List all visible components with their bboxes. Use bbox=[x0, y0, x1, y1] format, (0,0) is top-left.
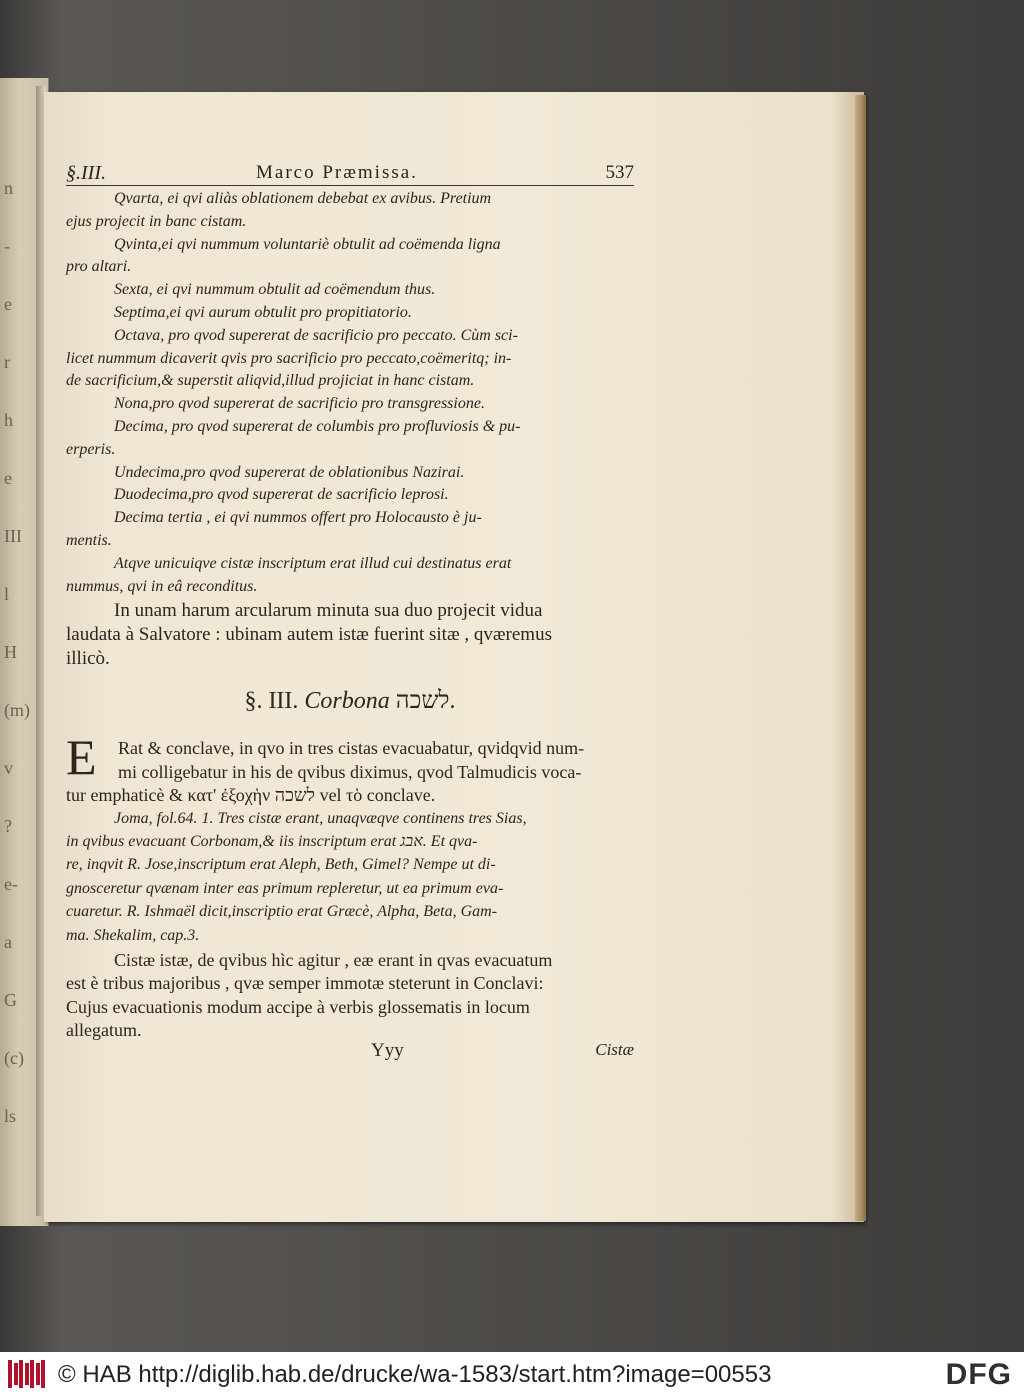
text-line: Duodecima,pro qvod supererat de sacrificio leprosi. bbox=[114, 486, 449, 504]
text-line: Undecima,pro qvod supererat de oblationibus Nazirai. bbox=[114, 463, 465, 481]
prev-page-fragment: - bbox=[4, 236, 10, 256]
text-line: est è tribus majoribus , qvæ semper immotæ steterunt in Conclavi: bbox=[66, 973, 544, 993]
text-line: Cujus evacuationis modum accipe à verbis glossematis in locum bbox=[66, 997, 530, 1017]
credit-link[interactable]: © HAB http://diglib.hab.de/drucke/wa-1583/start.htm?image=00553 bbox=[58, 1361, 772, 1388]
running-head bbox=[66, 160, 634, 188]
hab-logo-bar bbox=[14, 1363, 18, 1385]
prev-page-fragment: (m) bbox=[4, 700, 30, 720]
text-line: ejus projecit in banc cistam. bbox=[66, 212, 247, 230]
text-line: Qvinta,ei qvi nummum voluntariè obtulit ad coëmenda ligna bbox=[114, 235, 501, 253]
prev-page-fragment: v bbox=[4, 758, 13, 778]
prev-page-fragment: h bbox=[4, 410, 13, 430]
hab-logo-bar bbox=[19, 1360, 23, 1388]
prev-page-fragment: ? bbox=[4, 816, 12, 836]
prev-page-fragment: G bbox=[4, 990, 17, 1010]
text-line: In unam harum arcularum minuta sua duo projecit vidua bbox=[114, 600, 543, 621]
prev-page-fragment: e bbox=[4, 468, 12, 488]
running-head-title: Marco Præmissa. bbox=[256, 162, 418, 183]
hab-logo-icon bbox=[8, 1360, 46, 1388]
hab-logo-bar bbox=[8, 1360, 12, 1388]
prev-page-fragment: n bbox=[4, 178, 13, 198]
prev-page-fragment: r bbox=[4, 352, 10, 372]
footer-bar bbox=[0, 1352, 1024, 1396]
text-line: Rat & conclave, in qvo in tres cistas evacuabatur, qvidqvid num- bbox=[118, 738, 585, 758]
page-number: 537 bbox=[605, 162, 634, 183]
section-heading-hebrew: לשכה. bbox=[395, 688, 456, 714]
text-line: mentis. bbox=[66, 532, 112, 549]
section-heading bbox=[66, 688, 634, 715]
prev-page-fragment: e- bbox=[4, 874, 18, 894]
text-line: Septima,ei qvi aurum obtulit pro propitiatorio. bbox=[114, 304, 412, 321]
prev-page-fragment: a bbox=[4, 932, 12, 952]
text-line: laudata à Salvatore : ubinam autem istæ fuerint sitæ , qværemus bbox=[66, 624, 552, 645]
drop-cap: E bbox=[66, 729, 97, 785]
text-line: illicò. bbox=[66, 648, 110, 669]
text-line: Joma, fol.64. 1. Tres cistæ erant, unaqvæqve continens tres Sias, bbox=[114, 810, 527, 827]
header-rule bbox=[66, 185, 634, 186]
text-line: Decima, pro qvod supererat de columbis pro profluviosis & pu- bbox=[114, 418, 521, 435]
text-line: cuaretur. R. Ishmaël dicit,inscriptio erat Græcè, Alpha, Beta, Gam- bbox=[66, 903, 498, 920]
text-line: ma. Shekalim, cap.3. bbox=[66, 927, 200, 944]
text-line: mi colligebatur in his de qvibus diximus, qvod Talmudicis voca- bbox=[118, 762, 582, 782]
hab-logo-bar bbox=[30, 1360, 34, 1388]
prev-page-fragment: ls bbox=[4, 1106, 17, 1126]
dfg-logo: DFG bbox=[945, 1358, 1012, 1391]
text-line: pro altari. bbox=[66, 258, 132, 276]
text-line: Sexta, ei qvi nummum obtulit ad coëmendum thus. bbox=[114, 281, 436, 299]
text-line: nummus, qvi in eâ reconditus. bbox=[66, 577, 258, 595]
hab-logo-bar bbox=[41, 1360, 45, 1388]
section-heading-prefix: §. III. bbox=[244, 688, 299, 714]
text-line: Octava, pro qvod supererat de sacrificio pro peccato. Cùm sci- bbox=[114, 326, 518, 344]
page-edge bbox=[855, 95, 866, 1221]
text-line: erperis. bbox=[66, 440, 116, 458]
hab-logo-bar bbox=[36, 1363, 40, 1385]
hab-logo-bar bbox=[25, 1363, 29, 1385]
section-heading-title: Corbona bbox=[304, 688, 390, 714]
prev-page-fragment: III bbox=[4, 526, 22, 546]
prev-page-fragment: e bbox=[4, 294, 12, 314]
text-line: in qvibus evacuant Corbonam,& iis inscriptum erat אבג. Et qva- bbox=[66, 833, 478, 850]
text-line: Decima tertia , ei qvi nummos offert pro Holocausto è ju- bbox=[114, 509, 482, 527]
catchline bbox=[66, 1040, 634, 1066]
catchword: Cistæ bbox=[595, 1040, 634, 1059]
text-line: de sacrificium,& superstit aliqvid,illud projiciat in hanc cistam. bbox=[66, 372, 475, 390]
text-line: Qvarta, ei qvi aliàs oblationem debebat ex avibus. Pretium bbox=[114, 190, 492, 207]
prev-page-fragment: H bbox=[4, 642, 17, 662]
prev-page-fragment: (c) bbox=[4, 1048, 24, 1068]
text-line: re, inqvit R. Jose,inscriptum erat Aleph, Beth, Gimel? Nempe ut di- bbox=[66, 856, 496, 873]
text-line: tur emphaticè & κατ' ἐξοχὴν לשכה vel τὸ conclave. bbox=[66, 785, 436, 805]
text-line: Cistæ istæ, de qvibus hìc agitur , eæ erant in qvas evacuatum bbox=[114, 950, 553, 970]
text-line: licet nummum dicaverit qvis pro sacrificio pro peccato,coëmeritq; in- bbox=[66, 349, 512, 367]
text-line: Atqve unicuiqve cistæ inscriptum erat illud cui destinatus erat bbox=[114, 554, 512, 572]
signature-mark: Yyy bbox=[371, 1040, 404, 1061]
text-line: gnosceretur qvænam inter eas primum repleretur, ut ea primum eva- bbox=[66, 880, 504, 897]
prev-page-fragment: l bbox=[4, 584, 10, 604]
running-head-section: §.III. bbox=[66, 162, 106, 184]
text-line: allegatum. bbox=[66, 1020, 142, 1040]
text-line: Nona,pro qvod supererat de sacrificio pro transgressione. bbox=[114, 395, 485, 413]
